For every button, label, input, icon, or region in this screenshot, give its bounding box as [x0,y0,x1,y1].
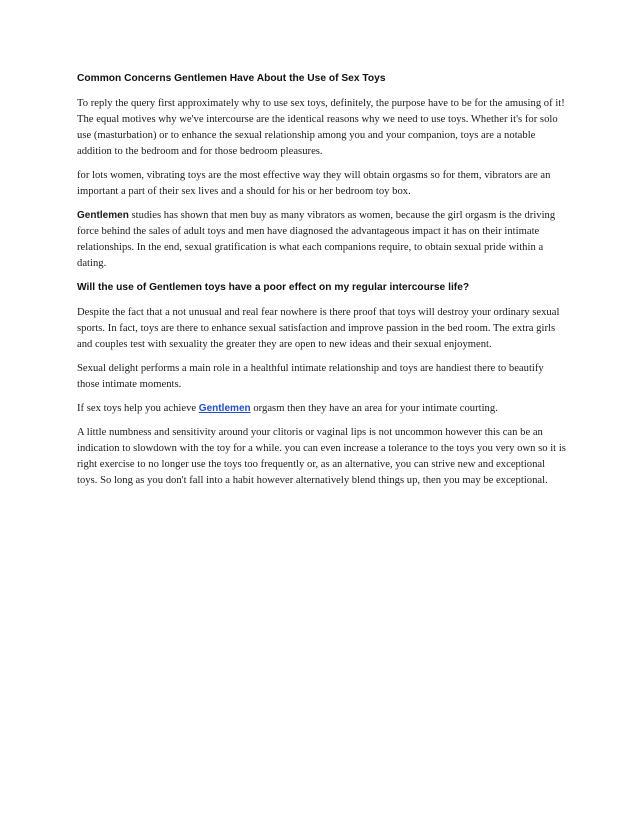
paragraph-women: for lots women, vibrating toys are the most effective way they will obtain orgasms so for them, vibrators are an important a part of their sex lives and a should for his or her bedroom toy box. [77,170,551,197]
paragraph-delight: Sexual delight performs a main role in a healthful intimate relationship and toys are handiest there to beautify those intimate moments. [77,363,544,390]
paragraph-men-studies [77,208,567,272]
paragraph-orgasm-link [77,401,567,417]
paragraph-numbness: A little numbness and sensitivity around your clitoris or vaginal lips is not uncommon however this can be an indication to slowdown with the toy for a while. you can even increase a tolerance to the toys you very own so it is right exercise to no longer use the toys too frequently or, as an alternative, you can strive new and exceptional toys. So long as you don't fall into a habit however alternatively blend things up, then you may be exceptional. [77,427,566,486]
paragraph-lead-word: Gentlemen [77,210,129,221]
paragraph-body: studies has shown that men buy as many vibrators as women, because the girl orgasm is the driving force behind the sales of adult toys and men have diagnosed the advantageous impact it has on their intimate relationships. In the end, sexual gratification is what each companions require, to obtain sexual pride within a dating. [77,210,556,269]
gentlemen-link[interactable]: Gentlemen [198,403,251,414]
document-title: Common Concerns Gentlemen Have About the Use of Sex Toys [77,73,386,84]
paragraph-text-before: If sex toys help you achieve [77,403,199,414]
paragraph-intro: To reply the query first approximately why to use sex toys, definitely, the purpose have to be for the amusing of it! The equal motives why we've intercourse are the identical reasons why we need to use toys. Whether it's for solo use (masturbation) or to enhance the sexual relationship among you and your companion, toys are a notable addition to the bedroom and for those bedroom pleasures. [77,98,565,157]
section-subheading: Will the use of Gentlemen toys have a poor effect on my regular intercourse life? [77,282,470,293]
paragraph-fear: Despite the fact that a not unusual and real fear nowhere is there proof that toys will destroy your ordinary sexual sports. In fact, toys are there to enhance sexual satisfaction and improve passion in the bed room. The extra girls and couples test with sexuality the greater they are open to new ideas and their sexual enjoyment. [77,307,560,350]
paragraph-text-after: orgasm then they have an area for your intimate courting. [250,403,498,414]
document-page [77,71,567,497]
